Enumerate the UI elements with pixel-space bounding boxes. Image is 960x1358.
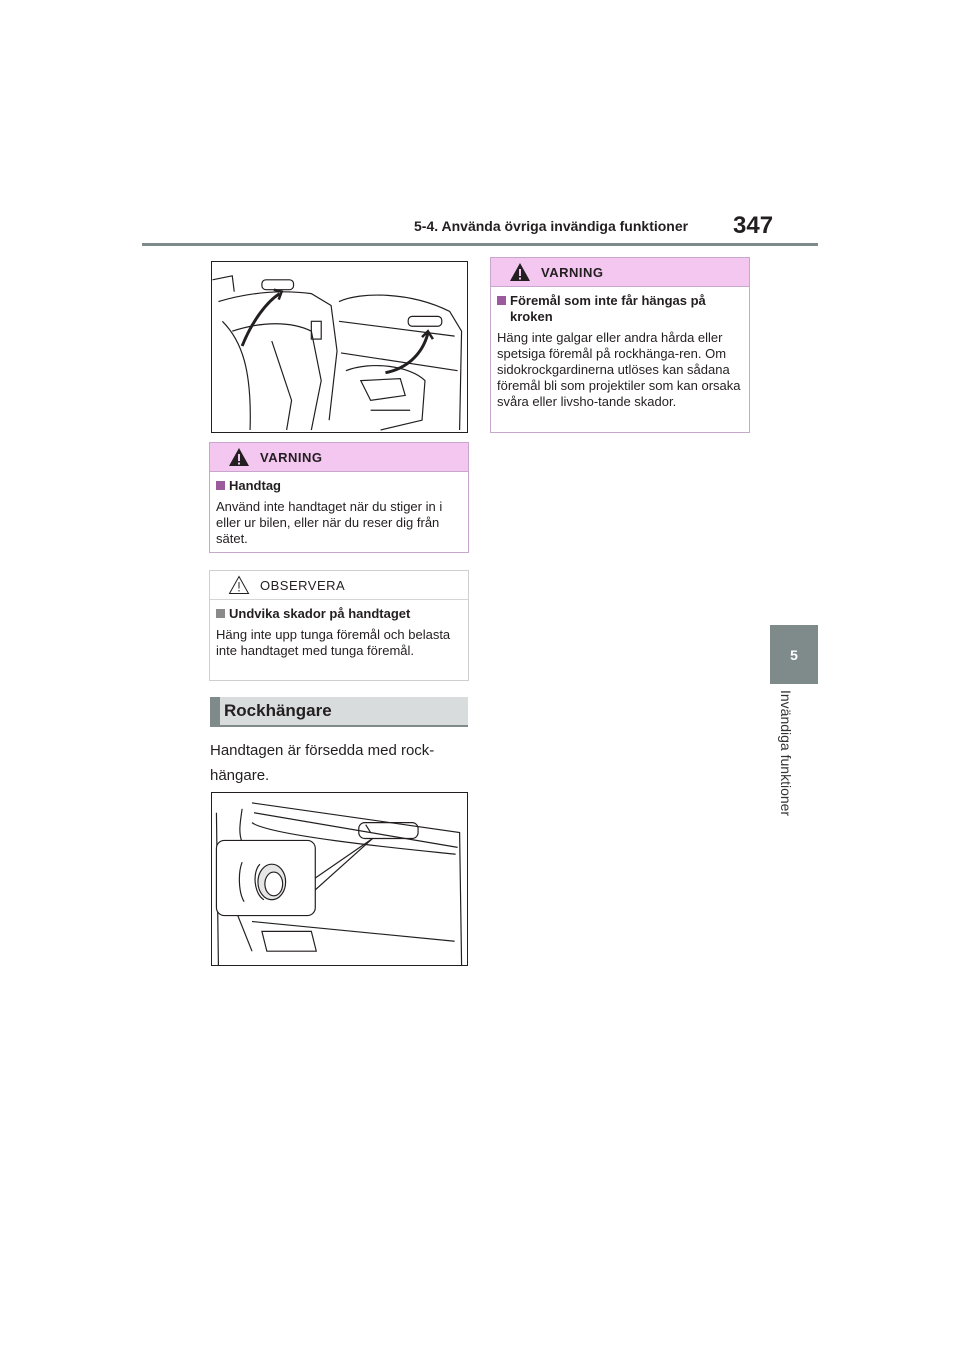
- notice-box: [209, 570, 469, 681]
- bullet-square-icon: [216, 481, 225, 490]
- grab-handle-illustration: [211, 261, 468, 433]
- section-heading: Rockhängare: [210, 697, 468, 727]
- header-section-title: 5-4. Använda övriga invändiga funktioner: [414, 218, 689, 234]
- warning-box-header: [491, 258, 749, 287]
- warning-box-handle: [209, 442, 469, 553]
- warning-triangle-icon: [509, 262, 531, 282]
- bullet-square-icon: [497, 296, 506, 305]
- warning-subheading: [497, 293, 743, 325]
- header-rule: [142, 243, 818, 246]
- chapter-title: Invändiga funktioner: [778, 690, 794, 817]
- bullet-square-icon: [216, 609, 225, 618]
- warning-triangle-icon: [228, 447, 250, 467]
- notice-text: Häng inte upp tunga föremål och belasta inte handtaget med tunga föremål.: [216, 627, 451, 658]
- notice-box-title: OBSERVERA: [260, 577, 346, 593]
- warning-box-body: [491, 287, 749, 416]
- notice-box-body: [210, 600, 468, 665]
- notice-box-header: [210, 571, 468, 600]
- warning-box-coat-hook: [490, 257, 750, 433]
- warning-box-title: VARNING: [541, 264, 604, 280]
- caution-triangle-icon: [228, 575, 250, 595]
- warning-text: Häng inte galgar eller andra hårda eller spetsiga föremål på rockhänga-ren. Om sidokrockgardinerna utlöses kan sådana föremål bli som projektiler som kan orsaka svåra eller livsho-tande skador.: [497, 330, 741, 409]
- chapter-tab: 5: [770, 625, 818, 684]
- warning-box-header: [210, 443, 468, 472]
- section-body: Handtagen är försedda med rock-hängare.: [210, 742, 435, 784]
- warning-box-body: [210, 472, 468, 553]
- page-number: 347: [733, 212, 774, 239]
- coat-hook-illustration: [211, 792, 468, 966]
- warning-text: Använd inte handtaget när du stiger in i eller ur bilen, eller när du reser dig från sätet.: [216, 499, 443, 546]
- warning-box-title: VARNING: [260, 449, 323, 465]
- notice-subheading-text: Undvika skador på handtaget: [229, 606, 411, 621]
- notice-subheading: [216, 606, 462, 622]
- warning-subheading-text: Handtag: [229, 478, 281, 493]
- warning-subheading: [216, 478, 462, 494]
- warning-subheading-text: Föremål som inte får hängas på kroken: [510, 293, 706, 324]
